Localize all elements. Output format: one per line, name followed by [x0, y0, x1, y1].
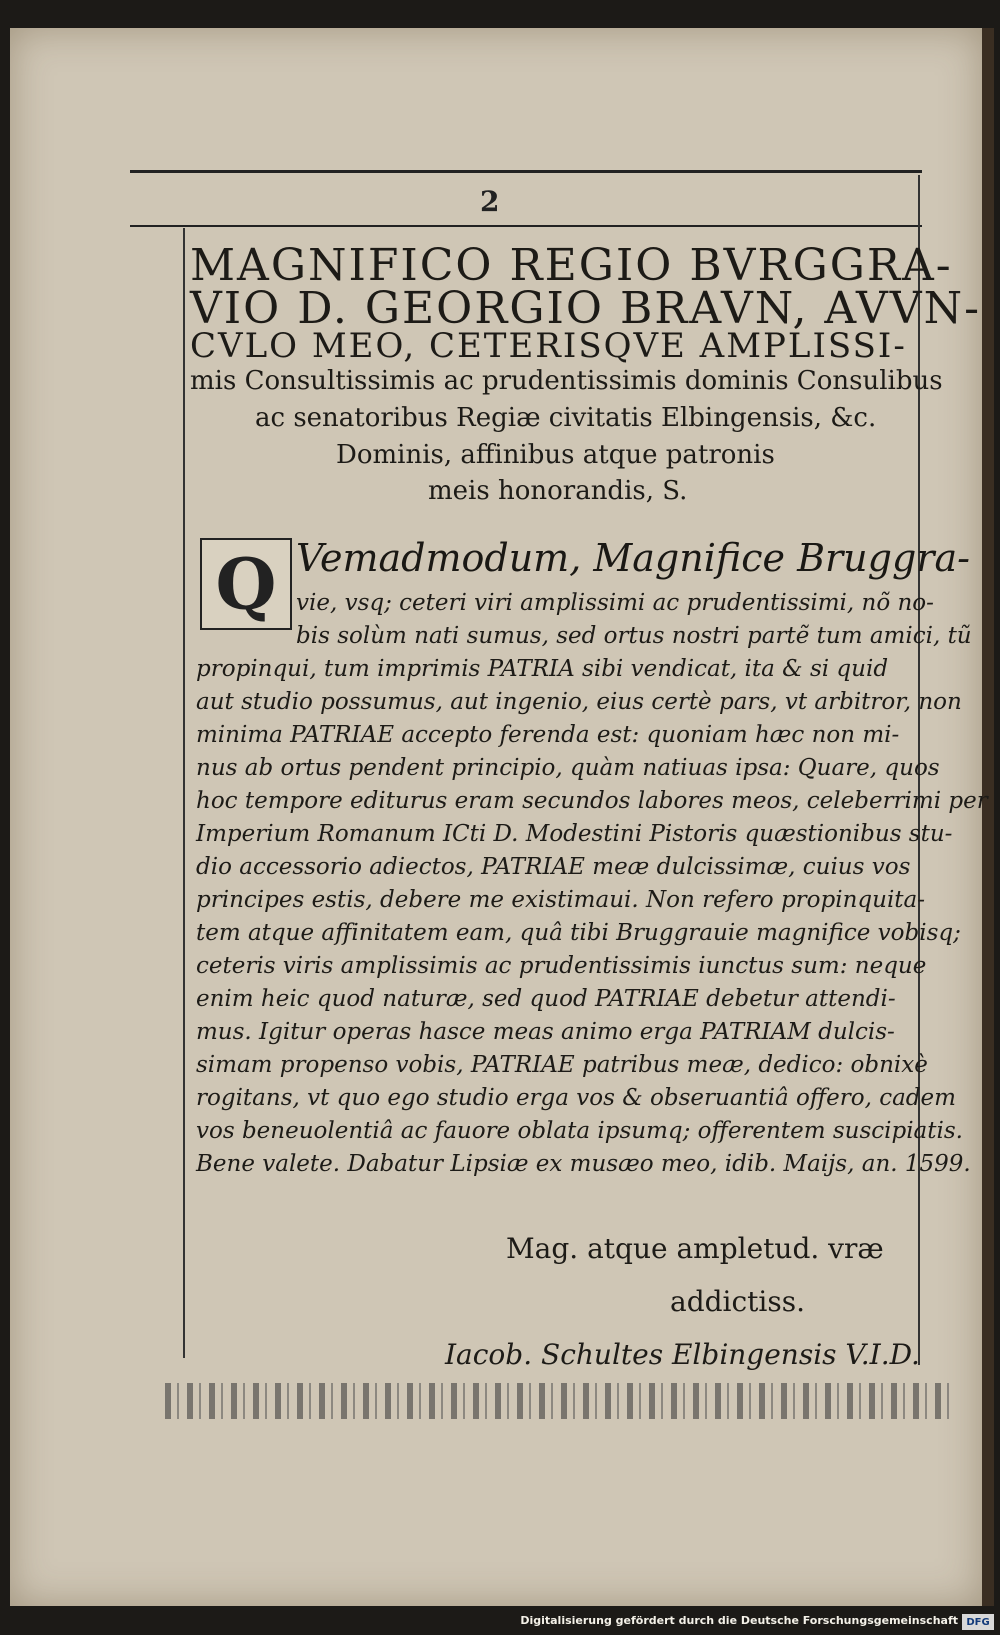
body-line: aut studio possumus, aut ingenio, eius certè pars, vt arbitror, non [196, 689, 962, 715]
dedication-heading-line-1: MAGNIFICO REGIO BVRGGRA- [190, 240, 953, 291]
dedication-subline-1: mis Consultissimis ac prudentissimis dominis Consulibus [190, 366, 943, 396]
body-line: Imperium Romanum ICti D. Modestini Pistoris quæstionibus stu- [196, 821, 953, 847]
body-line: hoc tempore editurus eram secundos labores meos, celeberrimi per [196, 788, 988, 814]
body-line: nus ab ortus pendent principio, quàm natiuas ipsa: Quare, quos [196, 755, 940, 781]
signature-line-2: addictiss. [670, 1285, 806, 1318]
page-number: 2 [480, 185, 500, 218]
signature-line-3: Iacob. Schultes Elbingensis V.I.D. [445, 1338, 920, 1371]
body-line: tem atque affinitatem eam, quâ tibi Bruggrauie magnifice vobisq; [196, 920, 961, 946]
body-line: bis solùm nati sumus, sed ortus nostri partẽ tum amici, tũ [296, 623, 972, 649]
dedication-subline-3: Dominis, affinibus atque patronis [336, 440, 775, 470]
body-line: propinqui, tum imprimis PATRIA sibi vendicat, ita & si quid [196, 656, 889, 682]
body-line: vos beneuolentiâ ac fauore oblata ipsumq; offerentem suscipiatis. [196, 1118, 963, 1144]
dedication-subline-4: meis honorandis, S. [428, 476, 688, 506]
left-margin-rule [183, 228, 185, 1358]
body-line: Bene valete. Dabatur Lipsiæ ex musæo meo, idib. Maijs, an. 1599. [196, 1151, 971, 1177]
header-rule [130, 225, 922, 227]
ornamental-initial: Q [200, 538, 292, 630]
body-line: rogitans, vt quo ego studio erga vos & obseruantiâ offero, cadem [196, 1085, 956, 1111]
dedication-subline-2: ac senatoribus Regiæ civitatis Elbingensis, &c. [255, 403, 877, 433]
body-line: enim heic quod naturæ, sed quod PATRIAE debetur attendi- [196, 986, 896, 1012]
lead-line: Vemadmodum, Magnifice Bruggra- [296, 536, 970, 580]
body-line: simam propenso vobis, PATRIAE patribus meæ, dedico: obnixè [196, 1052, 928, 1078]
body-line: mus. Igitur operas hasce meas animo erga PATRIAM dulcis- [196, 1019, 895, 1045]
body-line: dio accessorio adiectos, PATRIAE meæ dulcissimæ, cuius vos [196, 854, 911, 880]
ornamental-border [165, 1383, 955, 1419]
dedication-heading-line-3: CVLO MEO, CETERISQVE AMPLISSI- [190, 326, 907, 366]
body-line: principes estis, debere me existimaui. Non refero propinquita- [196, 887, 926, 913]
top-rule [130, 170, 922, 173]
digitization-credit: Digitalisierung gefördert durch die Deutsche Forschungsgemeinschaft [520, 1614, 958, 1627]
body-line: ceteris viris amplissimis ac prudentissimis iunctus sum: neque [196, 953, 927, 979]
body-line: minima PATRIAE accepto ferenda est: quoniam hæc non mi- [196, 722, 900, 748]
dedication-heading-line-2: VIO D. GEORGIO BRAVN, AVVN- [190, 283, 981, 334]
body-line: vie, vsq; ceteri viri amplissimi ac prudentissimi, nõ no- [296, 590, 934, 616]
book-spine-edge [982, 28, 994, 1606]
dfg-logo: DFG [962, 1614, 994, 1630]
signature-line-1: Mag. atque ampletud. vræ [506, 1232, 884, 1265]
